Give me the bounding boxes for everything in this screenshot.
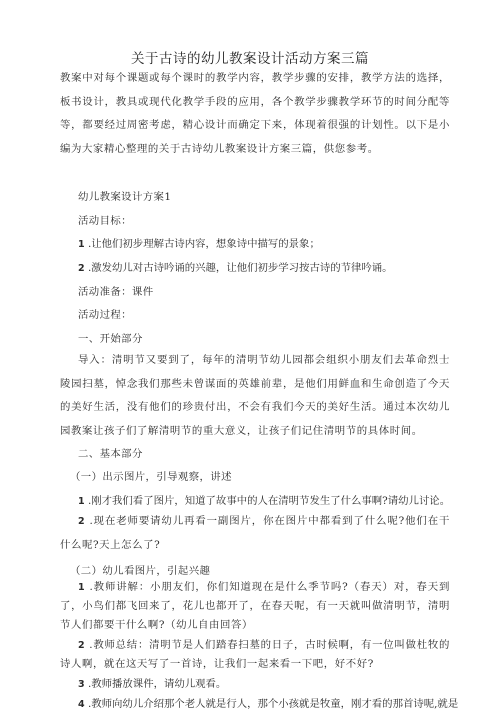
section1-item bbox=[60, 510, 450, 557]
section2-heading: （二）幼儿看图片，引起兴趣 bbox=[70, 565, 211, 577]
item-number: 4 bbox=[78, 699, 85, 710]
goal-number: 1 bbox=[78, 239, 85, 250]
process-label: 活动过程： bbox=[78, 309, 132, 321]
section2-item bbox=[60, 578, 450, 635]
item-number: 3 bbox=[78, 679, 85, 690]
part1-heading: 一、开始部分 bbox=[78, 333, 143, 345]
goal-item bbox=[78, 236, 320, 253]
goal-item bbox=[78, 260, 393, 277]
goal-text: .激发幼儿对古诗吟诵的兴趣，让他们初步学习按古诗的节律吟诵。 bbox=[87, 262, 393, 274]
plan-title: 幼儿教案设计方案1 bbox=[78, 191, 172, 203]
item-text: .教师播放课件，请幼儿观看。 bbox=[87, 678, 227, 690]
prep-line: 活动准备：课件 bbox=[78, 286, 154, 298]
section2-item bbox=[60, 636, 450, 674]
document-title: 关于古诗的幼儿教案设计活动方案三篇 bbox=[131, 51, 369, 67]
part2-heading: 二、基本部分 bbox=[78, 448, 143, 460]
item-text: .教师总结：清明节是人们踏春扫墓的日子，古时候啊，有一位叫做杜牧的诗人啊，就在这天写了一首诗，让我们一起来看一下吧，好不好? bbox=[60, 639, 450, 670]
item-number: 2 bbox=[78, 640, 86, 651]
section1-item bbox=[78, 493, 450, 510]
item-number: 2 bbox=[78, 516, 86, 527]
section2-item bbox=[78, 675, 226, 694]
goal-text: .让他们初步理解古诗内容，想象诗中描写的景象； bbox=[87, 238, 320, 250]
goals-label: 活动目标： bbox=[78, 215, 132, 227]
section2-item bbox=[78, 695, 458, 714]
intro-paragraph: 教案中对每个课题或每个课时的教学内容，教学步骤的安排，教学方法的选择，板书设计，教具或现代化教学手段的应用，各个教学步骤教学环节的时间分配等等，都要经过周密考虑，精心设计而确定下来，体现着很强的计划性。以下是小编为大家精心整理的关于古诗幼儿教案设计方案三篇，供您参考。 bbox=[60, 72, 450, 155]
section1-heading: （一）出示图片，引导观察，讲述 bbox=[70, 471, 232, 483]
item-number: 1 bbox=[78, 582, 86, 593]
goal-number: 2 bbox=[78, 263, 85, 274]
item-text: .教师向幼儿介绍那个老人就是行人，那个小孩就是牧童，刚才看的那首诗呢,就是 bbox=[87, 698, 459, 710]
item-number: 1 bbox=[78, 496, 85, 507]
lead-paragraph: 导入：清明节又要到了，每年的清明节幼儿园都会组织小朋友们去革命烈士陵园扫墓，悼念我们那些未曾谋面的英雄前辈，是他们用鲜血和生命创造了今天的美好生活，没有他们的珍贵付出，不会有我们今天的美好生活。通过本次幼儿园教案让孩子们了解清明节的重大意义，让孩子们记住清明节的具体时间。 bbox=[60, 354, 450, 437]
item-text: .教师讲解：小朋友们，你们知道现在是什么季节吗?（春天）对，春天到了，小鸟们都飞回来了，花儿也都开了，在春天呢，有一天就叫做清明节，清明节人们都要干什么啊?（幼儿自由回答） bbox=[60, 581, 451, 631]
item-text: .刚才我们看了图片，知道了故事中的人在清明节发生了什么事啊?请幼儿讨论。 bbox=[87, 495, 451, 507]
item-text: .现在老师要请幼儿再看一副图片，你在图片中都看到了什么呢?他们在干什么呢?天上怎么了? bbox=[60, 515, 451, 551]
